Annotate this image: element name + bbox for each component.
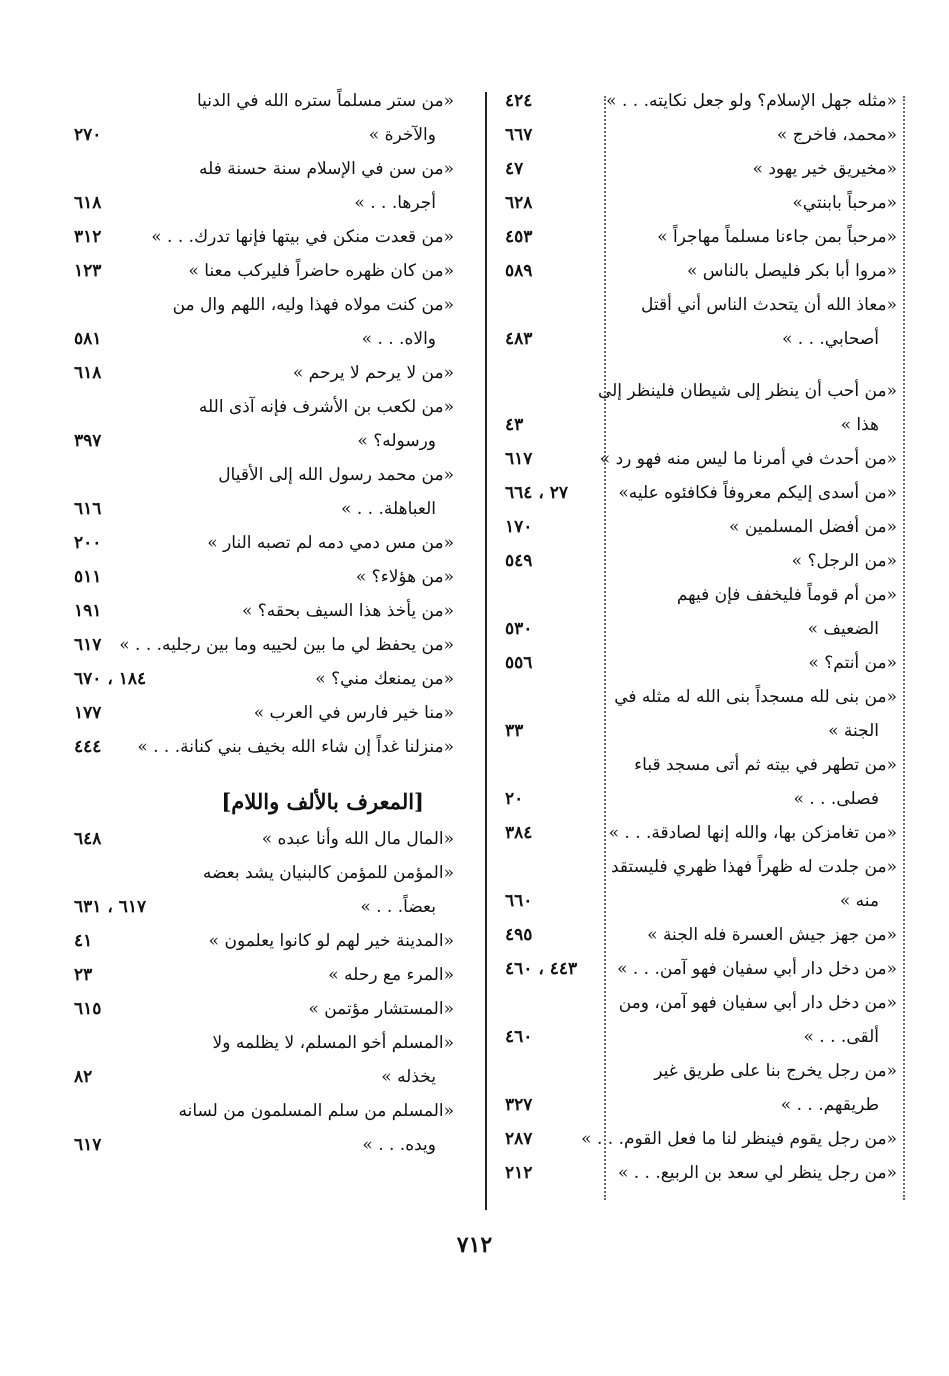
entry-text: «مثله جهل الإسلام؟ ولو جعل نكايته. . . » bbox=[606, 91, 897, 111]
entry-text: «من هؤلاء؟ » bbox=[355, 567, 454, 587]
entry-page-ref: ٦٦٠ bbox=[505, 891, 533, 911]
entry-text: «من دخل دار أبي سفيان فهو آمن، ومن bbox=[618, 993, 897, 1013]
entry-text-continuation: ورسوله؟ » bbox=[357, 431, 436, 451]
spacer bbox=[505, 356, 897, 374]
entry-page-ref: ٥١١ bbox=[74, 567, 102, 587]
entry-text-continuation: منه » bbox=[839, 891, 879, 911]
entry-page-ref: ٢٨٧ bbox=[505, 1129, 533, 1149]
index-entry bbox=[505, 1156, 897, 1190]
entry-text: «من دخل دار أبي سفيان فهو آمن. . . » bbox=[617, 959, 897, 979]
index-entry bbox=[505, 152, 897, 186]
index-entry bbox=[74, 152, 454, 220]
entry-page-ref: ٤٣ bbox=[505, 415, 524, 435]
entry-page-ref: ١٧٧ bbox=[74, 703, 102, 723]
entry-text-continuation: الضعيف » bbox=[807, 619, 879, 639]
entry-text: «من تغامزكن بها، والله إنها لصادقة. . . » bbox=[608, 823, 897, 843]
entry-page-ref: ٦١٧ ، ٦٣١ bbox=[74, 897, 147, 917]
entry-text: «من لا يرحم لا يرحم » bbox=[292, 363, 454, 383]
entry-text: «من رجل يخرج بنا على طريق غير bbox=[654, 1061, 897, 1081]
entry-text-continuation: والآخرة » bbox=[368, 125, 436, 145]
index-entry bbox=[505, 288, 897, 356]
index-entry bbox=[74, 254, 454, 288]
entry-page-ref: ٤١ bbox=[74, 931, 93, 951]
index-entry bbox=[505, 918, 897, 952]
index-entry bbox=[74, 958, 454, 992]
entry-page-ref: ٤٢٤ bbox=[505, 91, 533, 111]
entry-page-ref: ٤٥٣ bbox=[505, 227, 533, 247]
dotted-margin-line-right bbox=[903, 96, 905, 1200]
entry-page-ref: ٤٤٣ ، ٤٦٠ bbox=[505, 959, 578, 979]
entry-page-ref: ٥٨٩ bbox=[505, 261, 533, 281]
entry-page-ref: ٤٤٤ bbox=[74, 737, 102, 757]
entry-text: «من أنتم؟ » bbox=[808, 653, 897, 673]
entry-text: «منزلنا غداً إن شاء الله بخيف بني كنانة. . . » bbox=[137, 737, 454, 757]
index-entry bbox=[74, 856, 454, 924]
entry-text: «من بنى لله مسجداً بنى الله له مثله في bbox=[614, 687, 897, 707]
entry-text: «معاذ الله أن يتحدث الناس أني أقتل bbox=[641, 295, 897, 315]
index-entry bbox=[505, 748, 897, 816]
entry-text-continuation: أصحابي. . . » bbox=[781, 329, 879, 349]
entry-page-ref: ٢٠٠ bbox=[74, 533, 102, 553]
entry-page-ref: ٢٧ ، ٦٦٤ bbox=[505, 483, 568, 503]
entry-text: «من جلدت له ظهراً فهذا ظهري فليستقد bbox=[610, 857, 897, 877]
index-entry bbox=[74, 526, 454, 560]
entry-text: «محمد، فاخرج » bbox=[776, 125, 897, 145]
entry-text: «منا خير فارس في العرب » bbox=[253, 703, 454, 723]
entry-page-ref: ٥٤٩ bbox=[505, 551, 533, 571]
entry-text-continuation: بعضاً. . . » bbox=[360, 897, 436, 917]
entry-text: «من كان ظهره حاضراً فليركب معنا » bbox=[188, 261, 454, 281]
entry-page-ref: ٦٢٨ bbox=[505, 193, 533, 213]
index-entry bbox=[74, 220, 454, 254]
entry-page-ref: ٤٩٥ bbox=[505, 925, 533, 945]
entry-text: «المؤمن للمؤمن كالبنيان يشد بعضه bbox=[202, 863, 454, 883]
entry-page-ref: ٥٣٠ bbox=[505, 619, 533, 639]
entry-page-ref: ١٩١ bbox=[74, 601, 102, 621]
index-entry bbox=[74, 84, 454, 152]
index-entry bbox=[74, 628, 454, 662]
index-entry bbox=[74, 390, 454, 458]
entry-text-continuation: هذا » bbox=[840, 415, 879, 435]
entry-text: «المسلم من سلم المسلمون من لسانه bbox=[178, 1101, 454, 1121]
entry-text-continuation: العباهلة. . . » bbox=[341, 499, 436, 519]
index-entry bbox=[505, 544, 897, 578]
index-entry bbox=[505, 680, 897, 748]
index-entry bbox=[74, 662, 454, 696]
entry-page-ref: ٤٦٠ bbox=[505, 1027, 533, 1047]
entry-page-ref: ٨٢ bbox=[74, 1067, 93, 1087]
index-entry bbox=[505, 578, 897, 646]
index-entry bbox=[505, 986, 897, 1054]
entry-text: «المال مال الله وأنا عبده » bbox=[261, 829, 454, 849]
right-column bbox=[505, 84, 897, 1190]
entry-text: «من جهز جيش العسرة فله الجنة » bbox=[647, 925, 897, 945]
entry-text: «المسلم أخو المسلم، لا يظلمه ولا bbox=[212, 1033, 454, 1053]
index-entry bbox=[74, 1094, 454, 1162]
column-divider bbox=[485, 92, 487, 1210]
entry-page-ref: ٦١٧ bbox=[505, 449, 533, 469]
entry-text: «من رجل ينظر لي سعد بن الربيع. . . » bbox=[617, 1163, 897, 1183]
entry-text-continuation: الجنة » bbox=[828, 721, 879, 741]
entry-page-ref: ٢٠ bbox=[505, 789, 524, 809]
entry-text: «مرحباً بمن جاءنا مسلماً مهاجراً » bbox=[657, 227, 897, 247]
index-entry bbox=[505, 84, 897, 118]
entry-page-ref: ٦٦٧ bbox=[505, 125, 533, 145]
entry-text-continuation: أجرها. . . » bbox=[354, 193, 436, 213]
entry-text-continuation: فصلى. . . » bbox=[793, 789, 879, 809]
entry-page-ref: ٣٢٧ bbox=[505, 1095, 533, 1115]
entry-text: «من يأخذ هذا السيف بحقه؟ » bbox=[241, 601, 454, 621]
entry-text: «من كنت مولاه فهذا وليه، اللهم وال من bbox=[172, 295, 454, 315]
entry-text: «من أفضل المسلمين » bbox=[729, 517, 897, 537]
entry-page-ref: ١٧٠ bbox=[505, 517, 533, 537]
index-entry bbox=[505, 442, 897, 476]
entry-text: «من سن في الإسلام سنة حسنة فله bbox=[199, 159, 454, 179]
entry-page-ref: ٣٩٧ bbox=[74, 431, 102, 451]
entry-page-ref: ٢١٢ bbox=[505, 1163, 533, 1183]
index-entry bbox=[74, 924, 454, 958]
entry-text: «من الرجل؟ » bbox=[791, 551, 897, 571]
entry-text-continuation: طريقهم. . . » bbox=[780, 1095, 879, 1115]
index-entry bbox=[74, 822, 454, 856]
entry-text: «من يحفظ لي ما بين لحييه وما بين رجليه. . . » bbox=[119, 635, 454, 655]
entry-page-ref: ٤٧ bbox=[505, 159, 524, 179]
entry-text: «من محمد رسول الله إلى الأقيال bbox=[218, 465, 454, 485]
entry-text: «من مس دمي دمه لم تصبه النار » bbox=[207, 533, 454, 553]
index-entry bbox=[505, 186, 897, 220]
entry-page-ref: ٢٣ bbox=[74, 965, 93, 985]
index-entry bbox=[505, 220, 897, 254]
entry-page-ref: ٣٣ bbox=[505, 721, 524, 741]
entry-page-ref: ٥٥٦ bbox=[505, 653, 533, 673]
index-entry bbox=[505, 374, 897, 442]
entry-text-continuation: ألقى. . . » bbox=[803, 1027, 879, 1047]
entry-page-ref: ٦١٨ bbox=[74, 363, 102, 383]
index-entry bbox=[74, 992, 454, 1026]
entry-page-ref: ٤٨٣ bbox=[505, 329, 533, 349]
index-entry bbox=[74, 696, 454, 730]
entry-page-ref: ٦١٥ bbox=[74, 999, 102, 1019]
entry-text: «المدينة خير لهم لو كانوا يعلمون » bbox=[208, 931, 454, 951]
entry-page-ref: ٦١٧ bbox=[74, 1135, 102, 1155]
index-entry bbox=[74, 288, 454, 356]
entry-text: «من أم قوماً فليخفف فإن فيهم bbox=[676, 585, 897, 605]
page-number: ٧١٢ bbox=[456, 1232, 493, 1258]
index-entry bbox=[505, 254, 897, 288]
entry-text-continuation: والاه. . . » bbox=[361, 329, 436, 349]
entry-text: «من لكعب بن الأشرف فإنه آذى الله bbox=[198, 397, 454, 417]
left-column bbox=[74, 84, 454, 1162]
index-entry bbox=[505, 646, 897, 680]
index-entry bbox=[505, 952, 897, 986]
index-entry bbox=[505, 118, 897, 152]
entry-page-ref: ٣٨٤ bbox=[505, 823, 533, 843]
index-entry bbox=[505, 510, 897, 544]
entry-text: «من تطهر في بيته ثم أتى مسجد قباء bbox=[634, 755, 897, 775]
entry-text: «من أحب أن ينظر إلى شيطان فلينظر إلى bbox=[597, 381, 897, 401]
index-entry bbox=[74, 1026, 454, 1094]
index-entry bbox=[74, 594, 454, 628]
entry-page-ref: ١٨٤ ، ٦٧٠ bbox=[74, 669, 147, 689]
entry-page-ref: ٦٤٨ bbox=[74, 829, 102, 849]
index-entry bbox=[74, 356, 454, 390]
index-entry bbox=[505, 1054, 897, 1122]
entry-text: «من ستر مسلماً ستره الله في الدنيا bbox=[196, 91, 454, 111]
entry-text: «مخيريق خير يهود » bbox=[752, 159, 897, 179]
entry-page-ref: ٦١٦ bbox=[74, 499, 102, 519]
index-entry bbox=[505, 850, 897, 918]
index-entry bbox=[74, 458, 454, 526]
entry-text: «المستشار مؤتمن » bbox=[308, 999, 454, 1019]
entry-page-ref: ٣١٢ bbox=[74, 227, 102, 247]
section-heading: [المعرف بالألف واللام] bbox=[221, 789, 424, 814]
index-entry bbox=[74, 560, 454, 594]
index-entry bbox=[74, 730, 454, 764]
entry-text: «من أحدث في أمرنا ما ليس منه فهو رد » bbox=[599, 449, 897, 469]
entry-text: «من يمنعك مني؟ » bbox=[315, 669, 454, 689]
entry-text: «المرء مع رحله » bbox=[328, 965, 454, 985]
index-entry bbox=[505, 476, 897, 510]
entry-text: «مروا أبا بكر فليصل بالناس » bbox=[686, 261, 897, 281]
entry-text-continuation: ويده. . . » bbox=[362, 1135, 436, 1155]
entry-page-ref: ١٢٣ bbox=[74, 261, 102, 281]
entry-page-ref: ٥٨١ bbox=[74, 329, 102, 349]
index-entry bbox=[505, 816, 897, 850]
entry-text: «من رجل يقوم فينظر لنا ما فعل القوم. . . » bbox=[581, 1129, 897, 1149]
entry-page-ref: ٢٧٠ bbox=[74, 125, 102, 145]
entry-text-continuation: يخذله » bbox=[381, 1067, 436, 1087]
entry-text: «مرحباً بابنتي» bbox=[792, 193, 897, 213]
entry-text: «من أسدى إليكم معروفاً فكافئوه عليه» bbox=[618, 483, 897, 503]
entry-page-ref: ٦١٧ bbox=[74, 635, 102, 655]
entry-text: «من قعدت منكن في بيتها فإنها تدرك. . . » bbox=[151, 227, 454, 247]
index-entry bbox=[505, 1122, 897, 1156]
entry-page-ref: ٦١٨ bbox=[74, 193, 102, 213]
